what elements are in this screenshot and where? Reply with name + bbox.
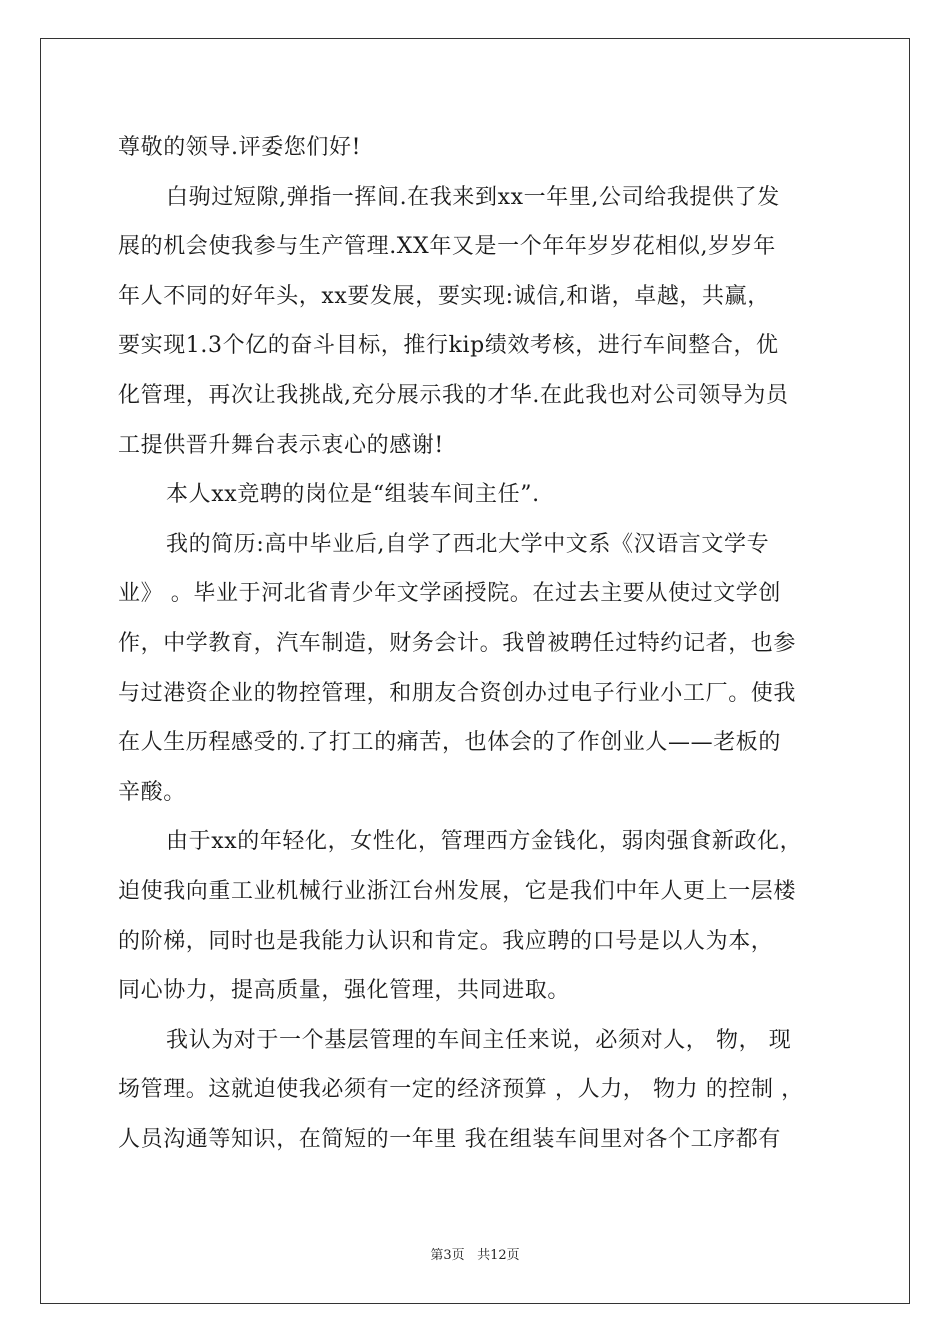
paragraph-line: 本人xx竞聘的岗位是“组装车间主任”. [166, 482, 540, 508]
paragraph-line: 作，中学教育，汽车制造，财务会计。我曾被聘任过特约记者，也参 [118, 630, 797, 656]
paragraph-line: 辛酸。 [118, 779, 186, 805]
greeting-line: 尊敬的领导.评委您们好! [118, 135, 362, 160]
paragraph-line: 业》 。毕业于河北省青少年文学函授院。在过去主要从使过文学创 [118, 581, 781, 607]
paragraph-line: 工提供晋升舞台表示衷心的感谢! [118, 432, 444, 458]
paragraph-line: 场管理。这就迫使我必须有一定的经济预算 ，人力， 物力 的控制 ， [118, 1077, 804, 1103]
paragraph-line: 由于xx的年轻化，女性化，管理西方金钱化，弱肉强食新政化， [166, 829, 803, 855]
paragraph-line: 白驹过短隙,弹指一挥间.在我来到xx一年里,公司给我提供了发 [166, 184, 780, 210]
paragraph-line: 展的机会使我参与生产管理.XX年又是一个年年岁岁花相似,岁岁年 [118, 234, 776, 260]
paragraph-line: 年人不同的好年头，xx要发展，要实现:诚信,和谐，卓越，共赢， [118, 283, 770, 309]
paragraph-line: 我的简历:高中毕业后,自学了西北大学中文系《汉语言文学专 [166, 531, 770, 557]
paragraph-line: 同心协力，提高质量，强化管理，共同进取。 [118, 978, 571, 1004]
paragraph-line: 在人生历程感受的.了打工的痛苦，也体会的了作创业人——老板的 [118, 730, 781, 756]
paragraph-line: 的阶梯，同时也是我能力认识和肯定。我应聘的口号是以人为本， [118, 928, 774, 954]
paragraph-line: 人员沟通等知识，在简短的一年里 我在组装车间里对各个工序都有 [118, 1126, 781, 1152]
paragraph-line: 与过港资企业的物控管理，和朋友合资创办过电子行业小工厂。使我 [118, 680, 797, 706]
paragraph-line: 我认为对于一个基层管理的车间主任来说，必须对人， 物， 现 [166, 1027, 792, 1053]
document-body [118, 128, 838, 1169]
page-number: 第3页 [430, 1248, 465, 1263]
page-footer [0, 1244, 950, 1263]
paragraph-line: 要实现1.3个亿的奋斗目标，推行kip绩效考核，进行车间整合，优 [118, 333, 779, 359]
paragraph-line: 迫使我向重工业机械行业浙江台州发展，它是我们中年人更上一层楼 [118, 878, 797, 904]
page-total: 共12页 [477, 1248, 520, 1263]
paragraph-line: 化管理，再次让我挑战,充分展示我的才华.在此我也对公司领导为员 [118, 382, 789, 408]
